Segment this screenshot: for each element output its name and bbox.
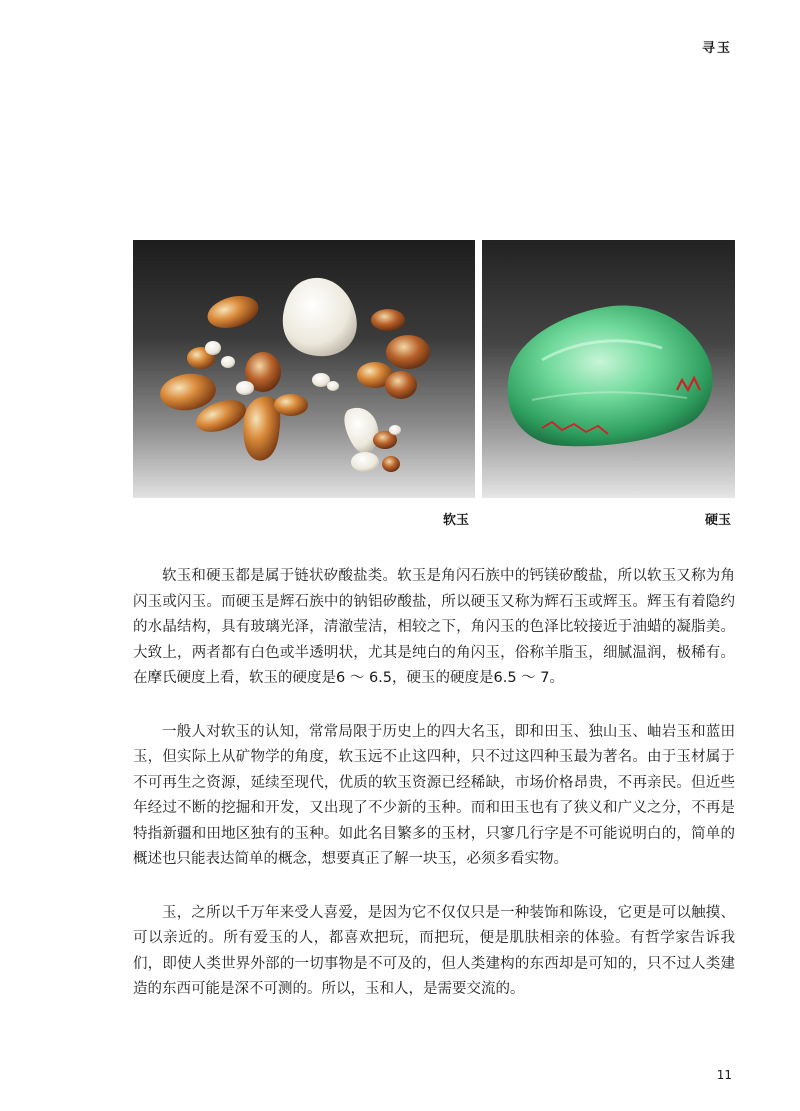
- paragraph: 一般人对软玉的认知，常常局限于历史上的四大名玉，即和田玉、独山玉、岫岩玉和蓝田玉，但实际上从矿物学的角度，软玉远不止这四种，只不过这四种玉最为著名。由于玉材属于不可再生之资源，延续至现代，优质的软玉资源已经稀缺，市场价格昂贵，不再亲民。但近些年经过不断的挖掘和开发，又出现了不少新的玉种。而和田玉也有了狭义和广义之分，不再是特指新疆和田地区独有的玉种。如此名目繁多的玉材，只寥几行字是不可能说明白的，简单的概述也只能表达简单的概念，想要真正了解一块玉，必须多看实物。: [133, 723, 735, 867]
- paragraph: 玉，之所以千万年来受人喜爱，是因为它不仅仅只是一种装饰和陈设，它更是可以触摸、可以亲近的。所有爱玉的人，都喜欢把玩，而把玩，便是肌肤相亲的体验。有哲学家告诉我们，即使人类世界外部的一切事物是不可及的，但人类建构的东西却是可知的，只不过人类建造的东西可能是深不可测的。所以，玉和人，是需要交流的。: [133, 904, 735, 997]
- figure-caption-jadeite: 硬玉: [705, 513, 732, 528]
- body-text: [133, 564, 735, 1031]
- paragraph: 软玉和硬玉都是属于链状矽酸盐类。软玉是角闪石族中的钙镁矽酸盐，所以软玉又称为角闪玉或闪玉。而硬玉是辉石族中的钠铝矽酸盐，所以硬玉又称为辉石玉或辉玉。辉玉有着隐约的水晶结构，具有玻璃光泽，清澈莹洁，相较之下，角闪玉的色泽比较接近于油蜡的凝脂美。大致上，两者都有白色或半透明状，尤其是纯白的角闪玉，俗称羊脂玉，细腻温润，极稀有。在摩氏硬度上看，软玉的硬度是6 ～ 6.5，硬玉的硬度是6.5 ～ 7。: [133, 568, 735, 686]
- figure-caption-nephrite: 软玉: [443, 513, 470, 528]
- jadeite-photo: [482, 240, 735, 498]
- running-header: 寻玉: [701, 41, 732, 56]
- nephrite-photo: [133, 240, 475, 498]
- jadeite-slab-image: [482, 240, 735, 498]
- nephrite-pebbles-image: [133, 240, 475, 498]
- page-number: 11: [716, 1068, 732, 1082]
